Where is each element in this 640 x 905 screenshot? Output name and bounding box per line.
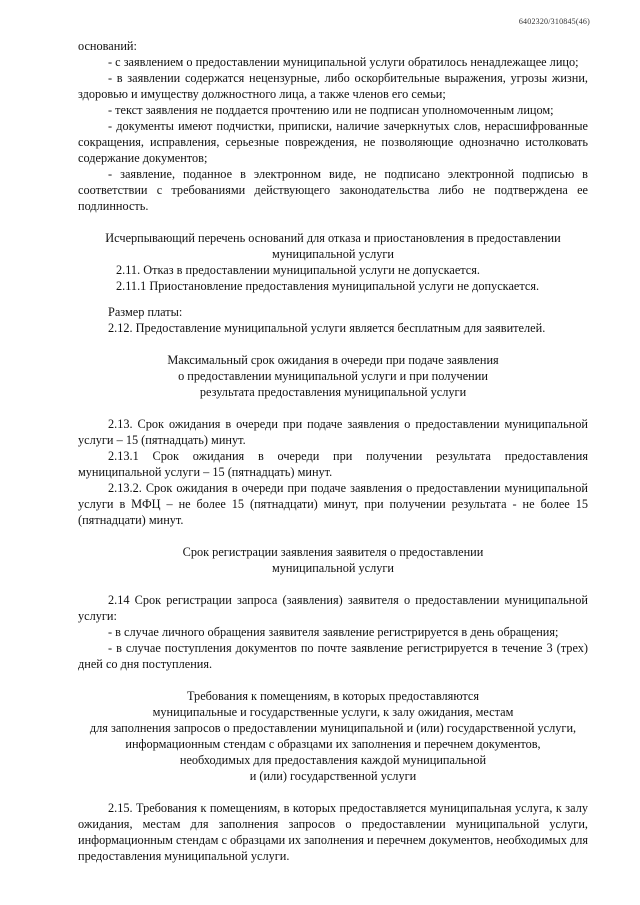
heading-line: результата предоставления муниципальной услуги — [199, 385, 467, 399]
heading-line: о предоставлении муниципальной услуги и при получении — [178, 369, 488, 383]
heading-line: и (или) государственной услуги — [249, 769, 417, 783]
section-heading-refusal — [78, 230, 588, 262]
heading-line: для заполнения запросов о предоставлении муниципальной и (или) государственной услуги, — [89, 721, 577, 735]
document-id: 6402320/310845(46) — [518, 17, 590, 26]
paragraph-2-13: 2.13. Срок ожидания в очереди при подаче заявления о предоставлении муниципальной услуги – 15 (пятнадцать) минут. — [78, 417, 588, 447]
section-heading-premises — [78, 688, 588, 784]
heading-line: Исчерпывающий перечень оснований для отказа и приостановления в предоставлении — [105, 231, 561, 245]
paragraph-2-14: 2.14 Срок регистрации запроса (заявления) заявителя о предоставлении муниципальной услуги: — [78, 593, 588, 623]
paragraph-2-11: 2.11. Отказ в предоставлении муниципальной услуги не допускается. — [116, 263, 480, 277]
heading-line: муниципальной услуги — [271, 247, 395, 261]
paragraph-2-11-1: 2.11.1 Приостановление предоставления муниципальной услуги не допускается. — [116, 279, 540, 293]
list-item: - текст заявления не поддается прочтению или не подписан уполномоченным лицом; — [108, 103, 554, 117]
list-item: - документы имеют подчистки, приписки, наличие зачеркнутых слов, нерасшифрованные сокращения, исправления, серьезные повреждения, не позволяющие однозначно истолковать содержание документов; — [78, 119, 588, 165]
list-item: - с заявлением о предоставлении муниципальной услуги обратилось ненадлежащее лицо; — [108, 55, 579, 69]
heading-line: Максимальный срок ожидания в очереди при подаче заявления — [167, 353, 499, 367]
fee-label: Размер платы: — [108, 305, 183, 319]
paragraph-2-12: 2.12. Предоставление муниципальной услуги является бесплатным для заявителей. — [108, 321, 546, 335]
heading-line: муниципальные и государственные услуги, к залу ожидания, местам — [152, 705, 514, 719]
list-item: - в случае поступления документов по почте заявление регистрируется в течение 3 (трех) дней со дня поступления. — [78, 641, 588, 671]
paragraph-2-13-2: 2.13.2. Срок ожидания в очереди при подаче заявления о предоставлении муниципальной услуги в МФЦ – не более 15 (пятнадцати) минут, при получении результата - не более 15 (пятнадцати) минут. — [78, 481, 588, 527]
heading-line: Требования к помещениям, в которых предоставляются — [187, 689, 479, 703]
list-item: - в заявлении содержатся нецензурные, либо оскорбительные выражения, угрозы жизни, здоровью и имуществу должностного лица, а также членов его семьи; — [78, 71, 588, 101]
list-item: - в случае личного обращения заявителя заявление регистрируется в день обращения; — [108, 625, 559, 639]
section-heading-registration — [78, 544, 588, 576]
document-body — [78, 38, 588, 864]
paragraph-2-13-1: 2.13.1 Срок ожидания в очереди при получении результата предоставления муниципальной услуги – 15 (пятнадцать) минут. — [78, 449, 588, 479]
paragraph-2-15: 2.15. Требования к помещениям, в которых предоставляется муниципальная услуга, к залу ожидания, местам для заполнения запросов о предоставлении муниципальной услуги, информационным стендам с образцами их заполнения и перечнем документов, необходимых для предоставления муниципальной услуги. — [78, 801, 588, 863]
heading-line: информационным стендам с образцами их заполнения и перечнем документов, — [125, 737, 541, 751]
lead-text: оснований: — [78, 39, 137, 53]
heading-line: муниципальной услуги — [271, 561, 395, 575]
list-item: - заявление, поданное в электронном виде, не подписано электронной подписью в соответствии с требованиями действующего законодательства либо не подтверждена ее подлинность. — [78, 167, 588, 213]
heading-line: необходимых для предоставления каждой муниципальной — [179, 753, 487, 767]
section-heading-wait — [78, 352, 588, 400]
heading-line: Срок регистрации заявления заявителя о предоставлении — [182, 545, 484, 559]
